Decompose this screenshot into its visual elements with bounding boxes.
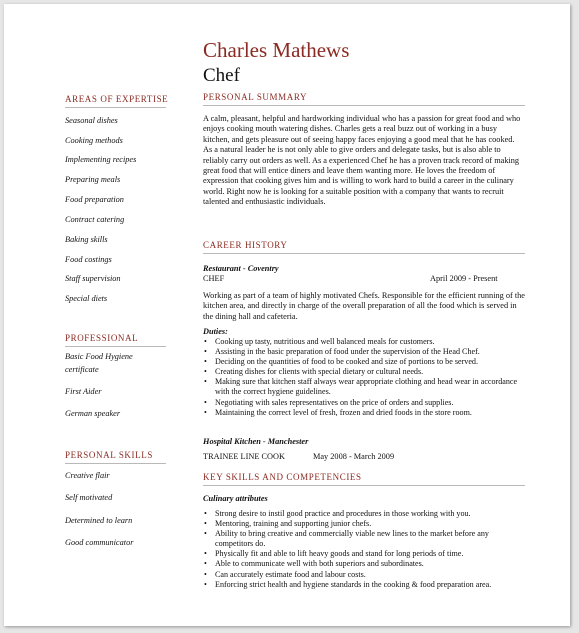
expertise-item: Food costings bbox=[65, 255, 112, 264]
job-title: CHEF bbox=[203, 274, 225, 283]
duties-label: Duties: bbox=[203, 327, 228, 336]
expertise-item: Contract catering bbox=[65, 215, 125, 224]
professional-item: German speaker bbox=[65, 409, 121, 418]
list-item: • Maintaining the correct level of fresh, frozen and dried foods in the store room. bbox=[203, 408, 523, 418]
job-company: Restaurant - Coventry bbox=[203, 264, 279, 273]
expertise-item: Special diets bbox=[65, 294, 108, 303]
heading-personal-summary: PERSONAL SUMMARY bbox=[203, 92, 308, 102]
culinary-list bbox=[203, 509, 523, 590]
divider bbox=[203, 105, 525, 106]
personal-skill-item: Creative flair bbox=[65, 471, 110, 480]
resume-page bbox=[4, 4, 570, 626]
job-description: Working as part of a team of highly motivated Chefs. Responsible for the efficient running of the kitchen area, and directly in charge of the overall preparation of all the food which is served in the dining hall and cafeteria. bbox=[203, 291, 525, 321]
job-dates: April 2009 - Present bbox=[430, 274, 498, 283]
list-item: • Making sure that kitchen staff always wear appropriate clothing and head wear in accordance with the correct hygiene guidelines. bbox=[203, 377, 523, 397]
list-item: • Cooking up tasty, nutritious and well balanced meals for customers. bbox=[203, 337, 523, 347]
professional-item: First Aider bbox=[65, 387, 102, 396]
expertise-item: Cooking methods bbox=[65, 136, 123, 145]
list-item: • Mentoring, training and supporting junior chefs. bbox=[203, 519, 523, 529]
divider bbox=[65, 107, 166, 108]
expertise-item: Staff supervision bbox=[65, 274, 121, 283]
divider bbox=[203, 485, 525, 486]
list-item: • Able to communicate well with both superiors and subordinates. bbox=[203, 559, 523, 569]
list-item: • Strong desire to instil good practice and procedures in those working with you. bbox=[203, 509, 523, 519]
divider bbox=[203, 253, 525, 254]
list-item: • Physically fit and able to lift heavy goods and stand for long periods of time. bbox=[203, 549, 523, 559]
summary-paragraph: A calm, pleasant, helpful and hardworking individual who has a passion for great food and who enjoys cooking mouth watering dishes. Charles gets a real buzz out of working in a busy kitchen, and gets pleasure out of seeing happy faces enjoying a good meal that he has cooked. As a natural leader he is not only able to give orders and delegate tasks, but is also able to reliably carry out orders as well. As a experienced Chef he has a proven track record of making great food that will entice diners and leave them wanting more. He loves the freedom of expression that cooking gives him and is willing to work hard to build a career in the culinary world. Right now he is looking for a suitable position with a company that wants to recruit talented and enthusiastic individuals. bbox=[203, 114, 521, 207]
divider bbox=[65, 346, 166, 347]
candidate-name: Charles Mathews bbox=[203, 38, 350, 62]
personal-skill-item: Good communicator bbox=[65, 538, 134, 547]
duties-list bbox=[203, 337, 523, 418]
list-item: • Deciding on the quantities of food to be cooked and size of portions to be served. bbox=[203, 357, 523, 367]
list-item: • Negotiating with sales representatives on the price of orders and supplies. bbox=[203, 398, 523, 408]
expertise-item: Implementing recipes bbox=[65, 155, 137, 164]
expertise-item: Baking skills bbox=[65, 235, 108, 244]
job-dates: May 2008 - March 2009 bbox=[313, 452, 395, 461]
candidate-role: Chef bbox=[203, 65, 240, 86]
list-item: • Enforcing strict health and hygiene standards in the cooking & food preparation area. bbox=[203, 580, 523, 590]
expertise-item: Seasonal dishes bbox=[65, 116, 118, 125]
list-item: • Creating dishes for clients with special dietary or cultural needs. bbox=[203, 367, 523, 377]
heading-professional: PROFESSIONAL bbox=[65, 333, 139, 343]
personal-skill-item: Determined to learn bbox=[65, 516, 133, 525]
heading-personal-skills: PERSONAL SKILLS bbox=[65, 450, 153, 460]
heading-areas-of-expertise: AREAS OF EXPERTISE bbox=[65, 94, 169, 104]
list-item: • Ability to bring creative and commercially viable new lines to the market before any competitors do. bbox=[203, 529, 523, 549]
divider bbox=[65, 463, 166, 464]
expertise-item: Food preparation bbox=[65, 195, 124, 204]
list-item: • Assisting in the basic preparation of food under the supervision of the Head Chef. bbox=[203, 347, 523, 357]
expertise-item: Preparing meals bbox=[65, 175, 121, 184]
job-title: TRAINEE LINE COOK bbox=[203, 452, 286, 461]
job-company: Hospital Kitchen - Manchester bbox=[203, 437, 309, 446]
culinary-label: Culinary attributes bbox=[203, 494, 268, 503]
list-item: • Can accurately estimate food and labour costs. bbox=[203, 570, 523, 580]
heading-career-history: CAREER HISTORY bbox=[203, 240, 288, 250]
personal-skill-item: Self motivated bbox=[65, 493, 113, 502]
professional-item: Basic Food Hygiene certificate bbox=[65, 352, 133, 374]
heading-key-skills: KEY SKILLS AND COMPETENCIES bbox=[203, 472, 362, 482]
